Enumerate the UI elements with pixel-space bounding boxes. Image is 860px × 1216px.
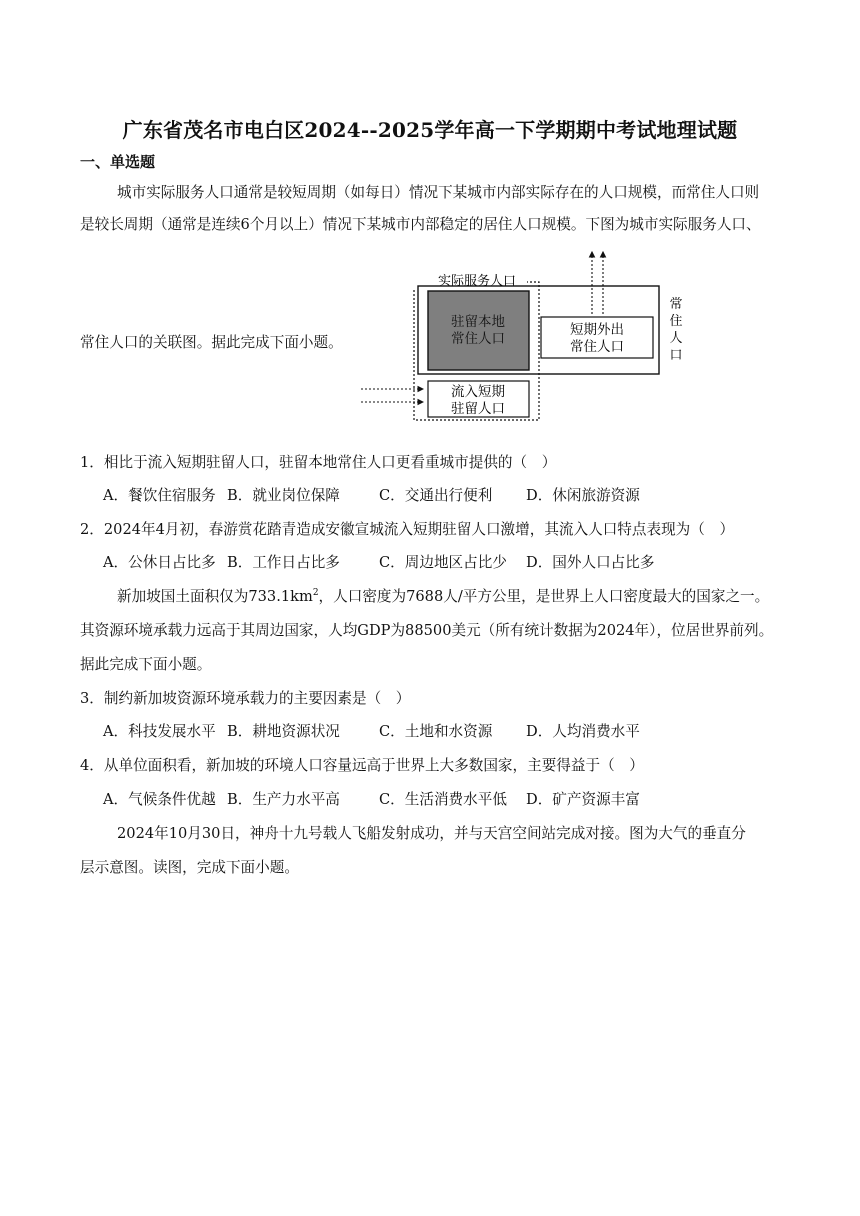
q3-option-d[interactable]: D．人均消费水平 xyxy=(526,723,640,740)
in-box-line2: 驻留人口 xyxy=(451,401,505,417)
resident-label-2: 住 xyxy=(669,314,683,329)
question-4: 4．从单位面积看，新加坡的环境人口容量远高于世界上大多数国家，主要得益于（ ） xyxy=(80,757,644,774)
question-1: 1．相比于流入短期驻留人口，驻留本地常住人口更看重城市提供的（ ） xyxy=(80,454,557,471)
section-heading: 一、单选题 xyxy=(80,153,156,171)
population-diagram xyxy=(355,244,695,426)
question-3: 3．制约新加坡资源环境承载力的主要因素是（ ） xyxy=(80,690,411,707)
q4-option-c[interactable]: C．生活消费水平低 xyxy=(379,791,507,808)
q2-option-c[interactable]: C．周边地区占比少 xyxy=(379,554,507,571)
q2-option-b[interactable]: B．工作日占比多 xyxy=(227,554,340,571)
resident-label-3: 人 xyxy=(669,331,683,346)
out-box-line1: 短期外出 xyxy=(570,322,624,338)
q1-option-b[interactable]: B．就业岗位保障 xyxy=(227,487,340,504)
q4-option-a[interactable]: A．气候条件优越 xyxy=(103,791,216,808)
out-box-line2: 常住人口 xyxy=(570,339,624,355)
q2-option-d[interactable]: D．国外人口占比多 xyxy=(526,554,655,571)
local-box-line2: 常住人口 xyxy=(451,331,505,347)
intro2-line1: 新加坡国土面积仅为$733.1km^2$，人口密度为7688人/平方公里，是世界上人口密度最大的国家之一。 xyxy=(117,588,770,605)
intro1-line2: 是较长周期（通常是连续6个月以上）情况下某城市内部稳定的居住人口规模。下图为城市实际服务人口、 xyxy=(80,216,761,233)
intro3-line1: 2024年10月30日，神舟十九号载人飞船发射成功，并与天宫空间站完成对接。图为大气的垂直分 xyxy=(117,825,746,842)
q4-option-b[interactable]: B．生产力水平高 xyxy=(227,791,340,808)
q1-option-c[interactable]: C．交通出行便利 xyxy=(379,487,493,504)
intro2-line3: 据此完成下面小题。 xyxy=(80,656,212,673)
intro1-line3: 常住人口的关联图。据此完成下面小题。 xyxy=(80,334,343,351)
question-2: 2．2024年4月初，春游赏花踏青造成安徽宣城流入短期驻留人口激增，其流入人口特点表现为（ ） xyxy=(80,521,735,538)
in-box-line1: 流入短期 xyxy=(451,384,505,400)
intro2-line2: 其资源环境承载力远高于其周边国家，人均GDP为88500美元（所有统计数据为2024年），位居世界前列。 xyxy=(80,622,774,639)
page-title: 广东省茂名市电白区2024--2025学年高一下学期期中考试地理试题 xyxy=(122,118,738,142)
local-box-line1: 驻留本地 xyxy=(451,314,505,330)
q3-option-c[interactable]: C．土地和水资源 xyxy=(379,723,493,740)
resident-label-4: 口 xyxy=(669,348,683,363)
q4-option-d[interactable]: D．矿产资源丰富 xyxy=(526,791,640,808)
intro1-line1: 城市实际服务人口通常是较短周期（如每日）情况下某城市内部实际存在的人口规模，而常住人口则 xyxy=(117,184,760,201)
service-population-label: 实际服务人口 xyxy=(437,274,517,289)
q2-option-a[interactable]: A．公休日占比多 xyxy=(103,554,216,571)
intro3-line2: 层示意图。读图，完成下面小题。 xyxy=(80,859,299,876)
q3-option-a[interactable]: A．科技发展水平 xyxy=(103,723,216,740)
resident-label-1: 常 xyxy=(669,297,683,312)
q3-option-b[interactable]: B．耕地资源状况 xyxy=(227,723,340,740)
q1-option-d[interactable]: D．休闲旅游资源 xyxy=(526,487,640,504)
q1-option-a[interactable]: A．餐饮住宿服务 xyxy=(103,487,216,504)
